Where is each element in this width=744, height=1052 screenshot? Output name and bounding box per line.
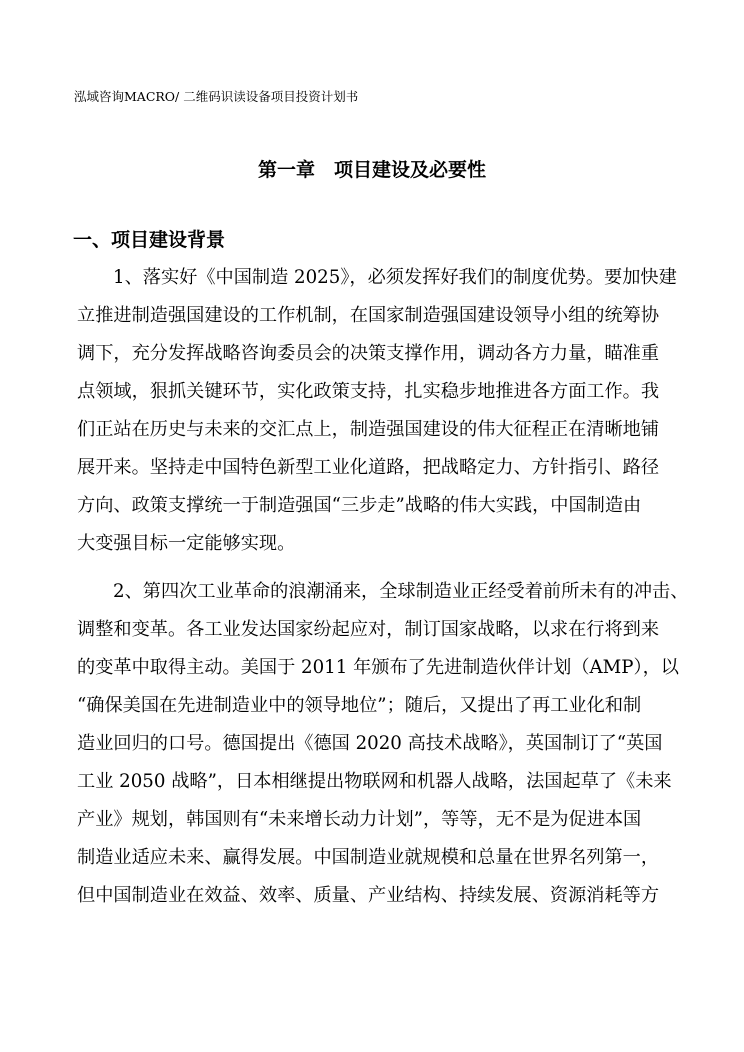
paragraph-line: 造业回归的口号。德国提出《德国 2020 高技术战略》，英国制订了“英国 (77, 733, 663, 754)
paragraph-line: 调整和变革。各工业发达国家纷起应对，制订国家战略，以求在行将到来 (77, 619, 660, 640)
paragraph-line: 大变强目标一定能够实现。 (77, 533, 296, 554)
paragraph-line: 点领域，狠抓关键环节，实化政策支持，扎实稳步地推进各方面工作。我 (77, 381, 660, 402)
paragraph-line: 工业 2050 战略”，日本相继提出物联网和机器人战略，法国起草了《未来 (77, 771, 672, 792)
paragraph-line: “确保美国在先进制造业中的领导地位”；随后，又提出了再工业化和制 (77, 695, 642, 716)
chapter-title: 第一章 项目建设及必要性 (257, 159, 486, 181)
section-heading: 一、项目建设背景 (73, 229, 226, 251)
paragraph-line: 2、第四次工业革命的浪潮涌来，全球制造业正经受着前所未有的冲击、 (113, 581, 689, 602)
paragraph-line: 1、落实好《中国制造 2025》，必须发挥好我们的制度优势。要加快建 (113, 267, 677, 288)
paragraph-line: 制造业适应未来、赢得发展。中国制造业就规模和总量在世界名列第一， (77, 847, 660, 868)
paragraph-line: 调下，充分发挥战略咨询委员会的决策支撑作用，调动各方力量，瞄准重 (77, 343, 660, 364)
paragraph-line: 展开来。坚持走中国特色新型工业化道路，把战略定力、方针指引、路径 (77, 457, 660, 478)
paragraph-line: 但中国制造业在效益、效率、质量、产业结构、持续发展、资源消耗等方 (77, 885, 660, 906)
paragraph-line: 的变革中取得主动。美国于 2011 年颁布了先进制造伙伴计划（AMP），以 (77, 657, 679, 678)
paragraph-line: 产业》规划，韩国则有“未来增长动力计划”，等等，无不是为促进本国 (77, 809, 642, 830)
paragraph-line: 方向、政策支撑统一于制造强国“三步走”战略的伟大实践，中国制造由 (77, 495, 642, 516)
paragraph-line: 们正站在历史与未来的交汇点上，制造强国建设的伟大征程正在清晰地铺 (77, 419, 660, 440)
running-header: 泓域咨询MACRO/ 二维码识读设备项目投资计划书 (74, 89, 359, 104)
paragraph-line: 立推进制造强国建设的工作机制，在国家制造强国建设领导小组的统筹协 (77, 305, 660, 326)
